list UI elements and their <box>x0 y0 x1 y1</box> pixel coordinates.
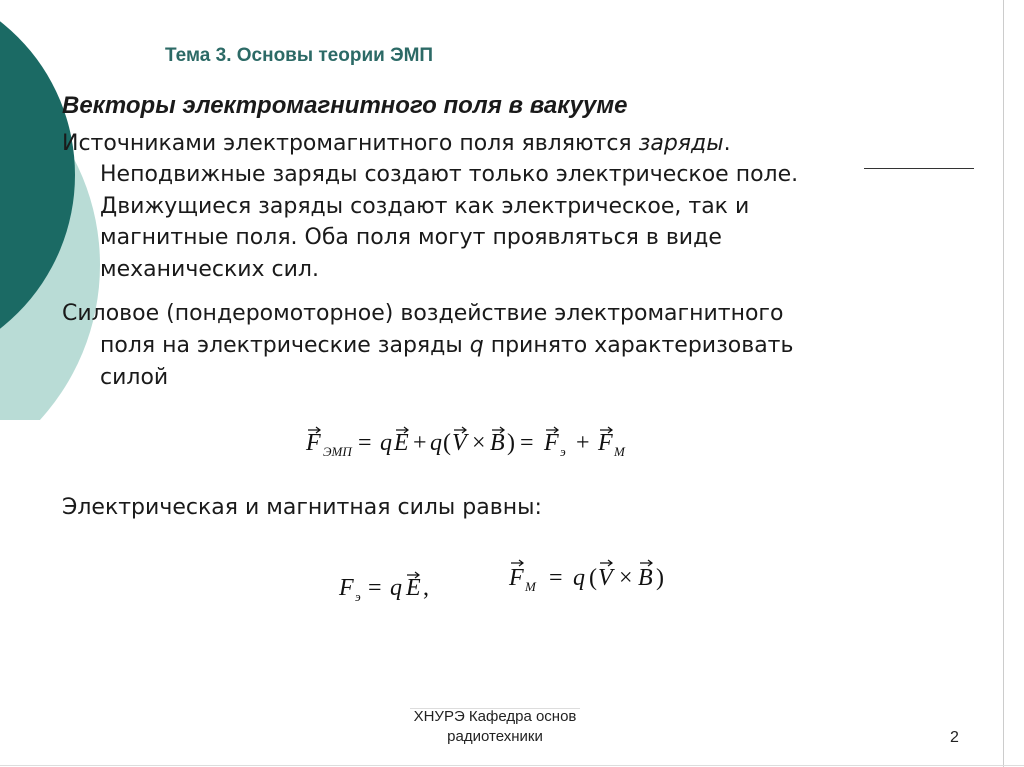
svg-text:(: ( <box>589 565 597 591</box>
svg-text:,: , <box>423 575 429 601</box>
svg-text:F: F <box>339 575 354 601</box>
paragraph-sources-continued <box>100 159 1000 285</box>
formula-magnetic-force <box>505 550 680 600</box>
p2-line-3: силой <box>100 365 169 390</box>
svg-text:=: = <box>520 430 534 456</box>
svg-text:E: E <box>406 575 421 601</box>
svg-text:=: = <box>358 430 372 456</box>
svg-text:=: = <box>549 565 563 591</box>
svg-text:М: М <box>525 579 536 594</box>
svg-text:): ) <box>507 430 515 456</box>
fm-sub: М <box>614 444 625 459</box>
svg-text:q: q <box>390 575 402 601</box>
p2-line-2: поля на электрические заряды q принято характеризовать <box>100 333 794 358</box>
svg-text:+: + <box>413 430 427 456</box>
svg-text:э: э <box>355 589 361 604</box>
paragraph-force-continued <box>100 330 793 394</box>
svg-text:F: F <box>509 565 524 591</box>
fe-symbol: F <box>544 430 559 456</box>
q-symbol-1: q <box>380 430 392 456</box>
paragraph-forces-equal: Электрическая и магнитная силы равны: <box>62 495 542 520</box>
slide-heading: Векторы электромагнитного поля в вакууме <box>62 92 628 119</box>
svg-text:×: × <box>619 565 633 591</box>
v-symbol: V <box>452 430 467 456</box>
theme-title: Тема 3. Основы теории ЭМП <box>165 45 434 66</box>
formula-electric-force <box>335 560 445 610</box>
p1-line-4: магнитные поля. Оба поля могут проявляться в виде <box>100 225 722 250</box>
f-symbol: F <box>306 430 321 456</box>
svg-text:+: + <box>576 430 590 456</box>
fm-symbol: F <box>598 430 613 456</box>
svg-text:×: × <box>472 430 486 456</box>
p1-line-2: Неподвижные заряды создают только электрическое поле. <box>100 162 799 187</box>
p1-end: . <box>723 131 731 156</box>
svg-text:B: B <box>638 565 653 591</box>
formula-total-force <box>300 410 650 465</box>
p1-text: Источниками электромагнитного поля являются <box>62 131 639 156</box>
p1-line-5: механических сил. <box>100 256 319 282</box>
bottom-border-line <box>0 765 1024 766</box>
p1-line-3: Движущиеся заряды создают как электрическое, так и <box>100 193 750 219</box>
paragraph-sources <box>62 128 962 159</box>
footer-department: ХНУРЭ Кафедра основ радиотехники <box>413 708 577 745</box>
right-border-line <box>1003 0 1004 767</box>
paragraph-force: Силовое (пондеромоторное) воздействие электромагнитного <box>62 301 784 326</box>
e-symbol: E <box>394 430 409 456</box>
svg-text:V: V <box>598 565 613 591</box>
fe-sub: э <box>560 444 566 459</box>
q-symbol-2: q <box>430 430 442 456</box>
svg-text:q: q <box>573 565 585 591</box>
svg-text:=: = <box>368 575 382 601</box>
page-number: 2 <box>950 729 959 746</box>
svg-text:(: ( <box>443 430 451 456</box>
b-symbol: B <box>490 430 505 456</box>
p1-italic: заряды <box>638 131 724 156</box>
f-sub-emp: ЭМП <box>323 444 352 459</box>
svg-text:): ) <box>656 565 664 591</box>
